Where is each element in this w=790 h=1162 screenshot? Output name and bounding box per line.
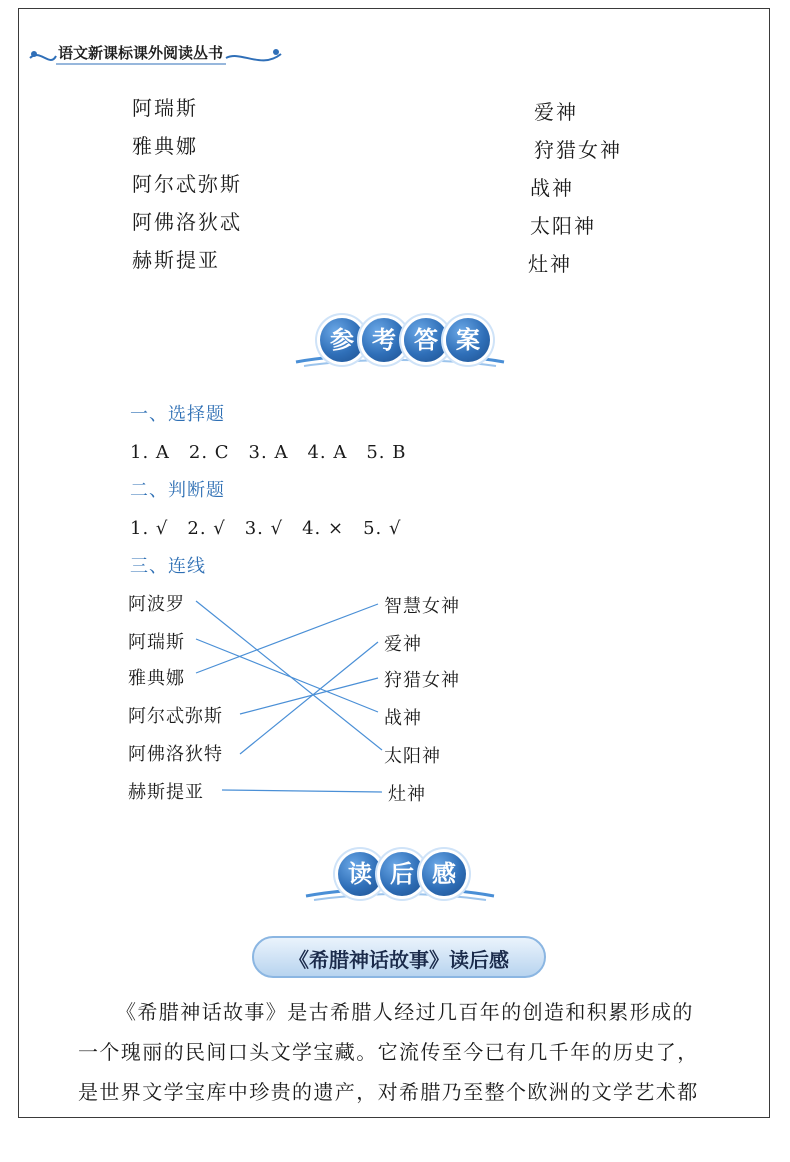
section-heading-choice: 一、选择题 bbox=[130, 404, 225, 425]
exercise-god-5: 灶神 bbox=[528, 252, 572, 276]
essay-title: 《希腊神话故事》读后感 bbox=[289, 948, 509, 972]
exercise-god-3: 战神 bbox=[530, 176, 574, 200]
banner-char-4: 案 bbox=[446, 318, 490, 362]
review-banner bbox=[300, 846, 500, 906]
match-left-3: 雅典娜 bbox=[128, 668, 185, 689]
match-line-ares bbox=[196, 639, 378, 712]
review-char-3: 感 bbox=[422, 852, 466, 896]
essay-title-box bbox=[252, 936, 546, 978]
exercise-god-2: 狩猎女神 bbox=[534, 138, 622, 162]
essay-line-2: 一个瑰丽的民间口头文学宝藏。它流传至今已有几千年的历史了， bbox=[78, 1040, 699, 1064]
judge-answers: 1. √ 2. √ 3. √ 4. × 5. √ bbox=[130, 518, 402, 539]
essay-line-3: 是世界文学宝库中珍贵的遗产，对希腊乃至整个欧洲的文学艺术都 bbox=[78, 1080, 699, 1104]
essay-line-1: 《希腊神话故事》是古希腊人经过几百年的创造和积累形成的 bbox=[116, 1000, 694, 1024]
exercise-name-5: 赫斯提亚 bbox=[132, 248, 220, 272]
match-left-1: 阿波罗 bbox=[128, 594, 185, 615]
match-left-4: 阿尔忒弥斯 bbox=[128, 706, 223, 727]
match-line-hestia bbox=[222, 790, 382, 792]
banner-char-1: 参 bbox=[320, 318, 364, 362]
match-right-1: 智慧女神 bbox=[384, 596, 460, 617]
match-right-6: 灶神 bbox=[388, 784, 426, 805]
exercise-name-3: 阿尔忒弥斯 bbox=[132, 172, 242, 196]
banner-char-3: 答 bbox=[404, 318, 448, 362]
match-right-2: 爱神 bbox=[384, 634, 422, 655]
match-right-5: 太阳神 bbox=[384, 746, 441, 767]
exercise-god-4: 太阳神 bbox=[530, 214, 596, 238]
exercise-name-2: 雅典娜 bbox=[132, 134, 198, 158]
exercise-name-1: 阿瑞斯 bbox=[132, 96, 198, 120]
match-line-apollo bbox=[196, 601, 382, 750]
exercise-name-4: 阿佛洛狄忒 bbox=[132, 210, 242, 234]
match-right-3: 狩猎女神 bbox=[384, 670, 460, 691]
section-heading-judge: 二、判断题 bbox=[130, 480, 225, 501]
match-line-artemis bbox=[240, 678, 378, 714]
choice-answers: 1. A 2. C 3. A 4. A 5. B bbox=[130, 442, 407, 463]
review-char-2: 后 bbox=[380, 852, 424, 896]
match-left-5: 阿佛洛狄特 bbox=[128, 744, 223, 765]
match-right-4: 战神 bbox=[384, 708, 422, 729]
banner-char-2: 考 bbox=[362, 318, 406, 362]
match-line-athena bbox=[196, 604, 378, 673]
exercise-god-1: 爱神 bbox=[534, 100, 578, 124]
match-left-6: 赫斯提亚 bbox=[128, 782, 204, 803]
match-left-2: 阿瑞斯 bbox=[128, 632, 185, 653]
series-title: 语文新课标课外阅读丛书 bbox=[58, 44, 224, 62]
review-char-1: 读 bbox=[338, 852, 382, 896]
section-heading-match: 三、连线 bbox=[130, 556, 206, 577]
match-line-aphrodite bbox=[240, 642, 378, 754]
